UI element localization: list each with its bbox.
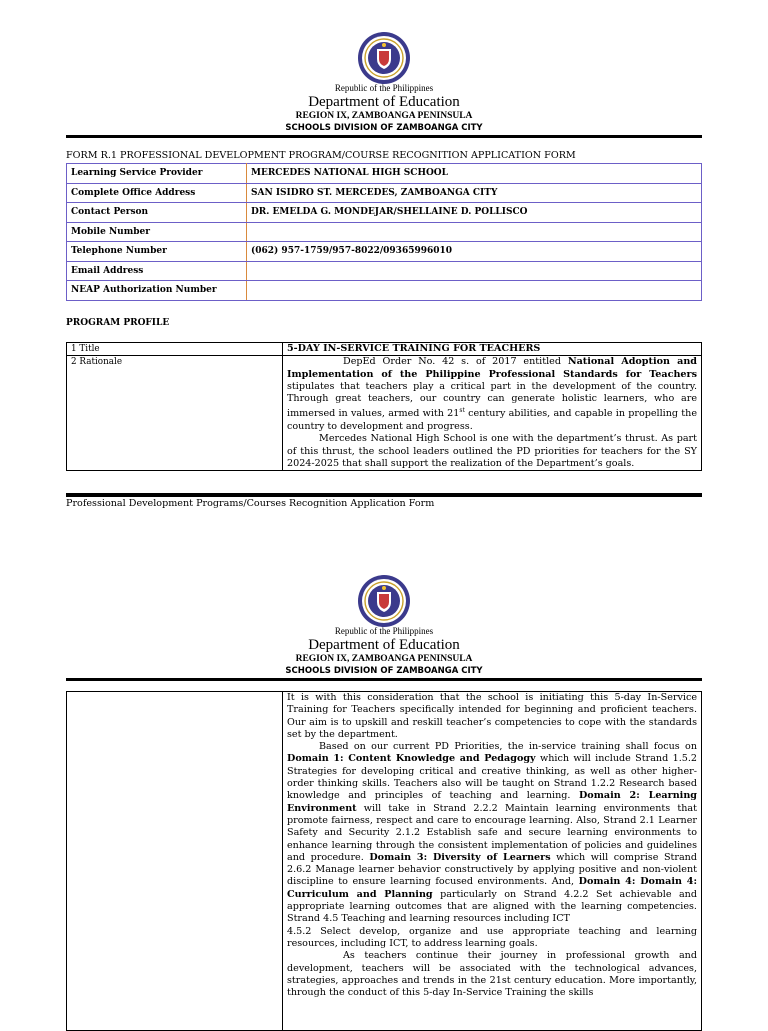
paragraph-2 [287,741,697,925]
label-telephone-number: Telephone Number [67,242,247,262]
rationale-label: 2 Rationale [67,356,283,471]
title-label: 1 Title [67,343,283,356]
table-row [67,261,702,281]
p2-text-g: which will comprise Strand 2.6.2 Manage learner behavior constructively by applying positive and non-violent discipline to ensure learning focused environments. And, [287,851,697,888]
p2-text-c: which will include Strand 1.5.2 Strategies for developing critical and creative thinking, as well as other higher-order thinking skills. Teachers also will be taught on Strand 1.2.2 Research based knowledge and principles of teaching and learning. [287,753,698,802]
form-title: FORM R.1 PROFESSIONAL DEVELOPMENT PROGRAM/COURSE RECOGNITION APPLICATION FORM [66,150,576,161]
rationale-text-a: DepEd Order No. 42 s. of 2017 entitled [343,356,568,368]
paragraph-3: 4.5.2 Select develop, organize and use appropriate teaching and learning resources, including ICT, to address learning goals. [287,925,697,949]
division-text: SCHOOLS DIVISION OF ZAMBOANGA CITY [285,666,483,676]
rationale-text-c: stipulates that teachers play a critical part in the development of the country. Through great teachers, our country can generate holistic learners, who are immersed in values, armed with 21 [287,380,697,420]
paragraph-1: It is with this consideration that the school is initiating this 5-day In-Service Training for Teachers specifically intended for beginning and proficient teachers. Our aim is to upskill and reskill teacher’s competencies to cope with the standards set by the department. [287,692,697,740]
department-title: Department of Education [308,637,460,653]
domain-1: Domain 1: Content Knowledge and Pedagogy [287,753,536,765]
division-text: SCHOOLS DIVISION OF ZAMBOANGA CITY [285,123,483,133]
domain-4: Domain 4: Domain 4: Curriculum and Planning [287,876,697,900]
value-email-address [247,261,702,281]
value-telephone-number: (062) 957-1759/957-8022/09365996010 [247,242,702,262]
empty-label-cell [67,692,283,1031]
paragraph-4: As teachers continue their journey in professional growth and development, teachers will be associated with the technological advances, strategies, approaches and trends in the 21st century education. More importantly, through the conduct of this 5-day In-Service Training the skills [287,950,697,999]
label-office-address: Complete Office Address [67,183,247,203]
republic-text: Republic of the Philippines [334,626,434,636]
header-divider [66,678,702,681]
table-row [67,692,702,1031]
deped-seal-logo [357,31,411,85]
value-learning-service-provider: MERCEDES NATIONAL HIGH SCHOOL [247,164,702,184]
value-mobile-number [247,222,702,242]
rationale-continued-text [283,692,702,1031]
rationale-paragraph-2: Mercedes National High School is one with the department’s thrust. As part of this thrust, the school leaders outlined the PD priorities for teachers for the SY 2024-2025 that shall support the realization of the Department’s goals. [287,433,697,469]
p2-text-a: Based on our current PD Priorities, the in-service training shall focus on [319,741,697,753]
value-neap-number [247,281,702,301]
table-row [67,183,702,203]
rationale-continued-table [66,691,702,1031]
policy-title: National Adoption and Implementation of the Philippine Professional Standards for Teachers [287,356,697,380]
p2-text-e: will take in Strand 2.2.2 Maintain learning environments that promote fairness, respect and care to encourage learning. Also, Strand 2.1 Learner Safety and Security 2.1.2 Establish safe and secure learning environments to enhance learning through the consistent implementation of policies and guidelines and procedure. [287,802,697,863]
table-row [67,164,702,184]
value-contact-person: DR. EMELDA G. MONDEJAR/SHELLAINE D. POLLISCO [247,203,702,223]
region-text: REGION IX, ZAMBOANGA PENINSULA [295,654,473,664]
label-email-address: Email Address [67,261,247,281]
superscript: st [459,407,465,415]
table-row [67,343,702,356]
rationale-text [283,356,702,471]
label-mobile-number: Mobile Number [67,222,247,242]
table-row [67,203,702,223]
label-contact-person: Contact Person [67,203,247,223]
rationale-text-d: century abilities, and capable in propelling the country to development and progress. [287,408,698,432]
page-footer-divider [66,493,702,497]
page-footer: Professional Development Programs/Courses Recognition Application Form [66,498,435,509]
deped-seal-logo [357,574,411,628]
program-profile-table [66,342,702,471]
p2-text-i: particularly on Strand 4.2.2 Set achievable and appropriate learning outcomes that are aligned with the learning competencies. Strand 4.5 Teaching and learning resources including ICT [287,888,697,925]
title-value: 5-DAY IN-SERVICE TRAINING FOR TEACHERS [283,343,702,356]
table-row [67,281,702,301]
table-row [67,242,702,262]
label-neap-number: NEAP Authorization Number [67,281,247,301]
region-text: REGION IX, ZAMBOANGA PENINSULA [295,111,473,121]
republic-text: Republic of the Philippines [334,83,434,93]
table-row [67,222,702,242]
domain-3: Domain 3: Diversity of Learners [369,851,551,863]
domain-2: Domain 2: Learning Environment [287,790,697,814]
value-office-address: SAN ISIDRO ST. MERCEDES, ZAMBOANGA CITY [247,183,702,203]
label-learning-service-provider: Learning Service Provider [67,164,247,184]
table-row [67,356,702,471]
program-profile-heading: PROGRAM PROFILE [66,318,170,328]
header-divider [66,135,702,138]
department-title: Department of Education [308,94,460,110]
provider-info-table [66,163,702,301]
rationale-paragraph-1 [287,356,697,433]
